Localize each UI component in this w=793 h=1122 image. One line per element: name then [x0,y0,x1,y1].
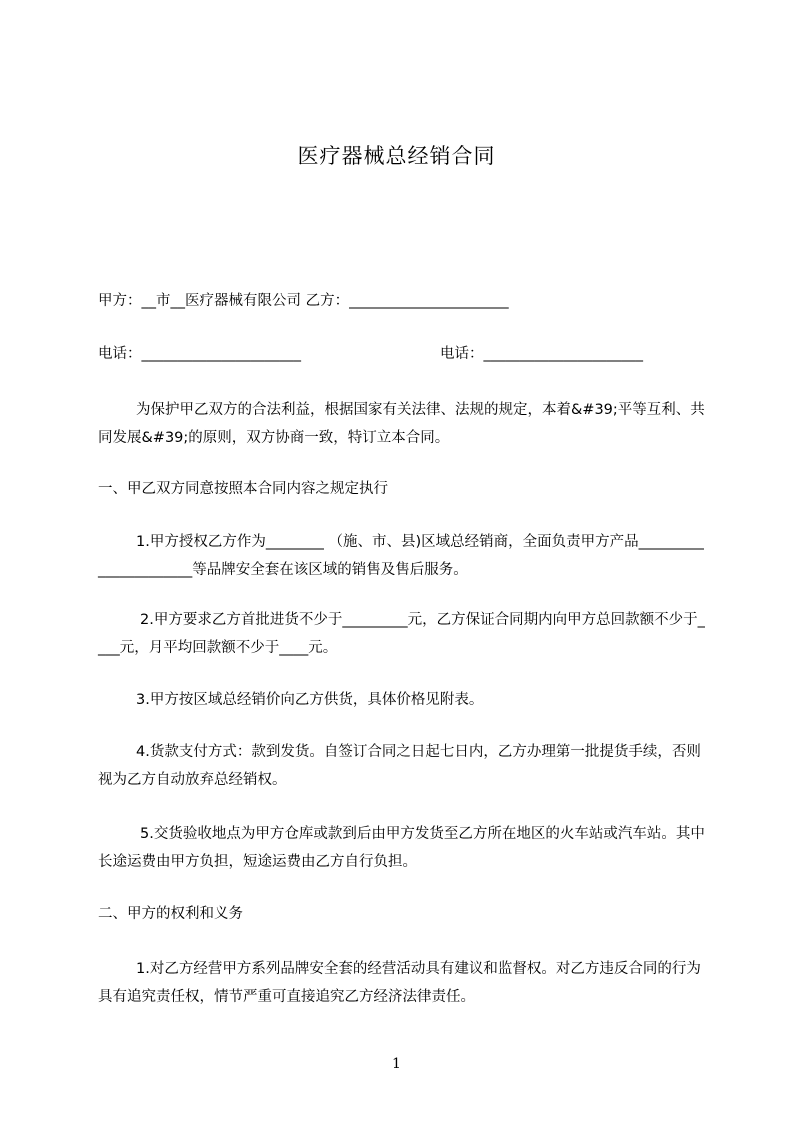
section-2-item-1: 1.对乙方经营甲方系列品牌安全套的经营活动具有建议和监督权。对乙方违反合同的行为具有追究责任权，情节严重可直接追究乙方经济法律责任。 [98,961,701,1005]
section-2-heading: 二、甲方的权利和义务 [98,906,243,922]
phone-line [98,340,708,368]
parties-line: 甲方：__市__医疗器械有限公司 乙方：______________________ [98,293,509,309]
party-b-phone: 电话：______________________ [440,346,643,362]
section-1-heading: 一、甲乙双方同意按照本合同内容之规定执行 [98,481,388,497]
section-1-item-3: 3.甲方按区域总经销价向乙方供货，具体价格见附表。 [136,692,484,708]
page-number: 1 [392,1056,401,1072]
preamble-paragraph: 为保护甲乙双方的合法利益，根据国家有关法律、法规的规定，本着&#39;平等互利、共同发展&#39;的原则，双方协商一致，特订立本合同。 [98,402,705,446]
document-title: 医疗器械总经销合同 [297,144,496,168]
section-1-item-2: 2.甲方要求乙方首批进货不少于_________元，乙方保证合同期内向甲方总回款额不少于____元，月平均回款额不少于____元。 [98,612,705,656]
section-1-item-4: 4.货款支付方式：款到发货。自签订合同之日起七日内，乙方办理第一批提货手续，否则视为乙方自动放弃总经销权。 [98,744,701,788]
section-1-item-1: 1.甲方授权乙方作为________ （施、市、县)区域总经销商，全面负责甲方产品______________________等品牌安全套在该区域的销售及售后服务。 [98,534,704,578]
section-1-item-5: 5.交货验收地点为甲方仓库或款到后由甲方发货至乙方所在地区的火车站或汽车站。其中长途运费由甲方负担，短途运费由乙方自行负担。 [98,826,705,870]
party-a-phone: 电话：______________________ [98,346,301,362]
